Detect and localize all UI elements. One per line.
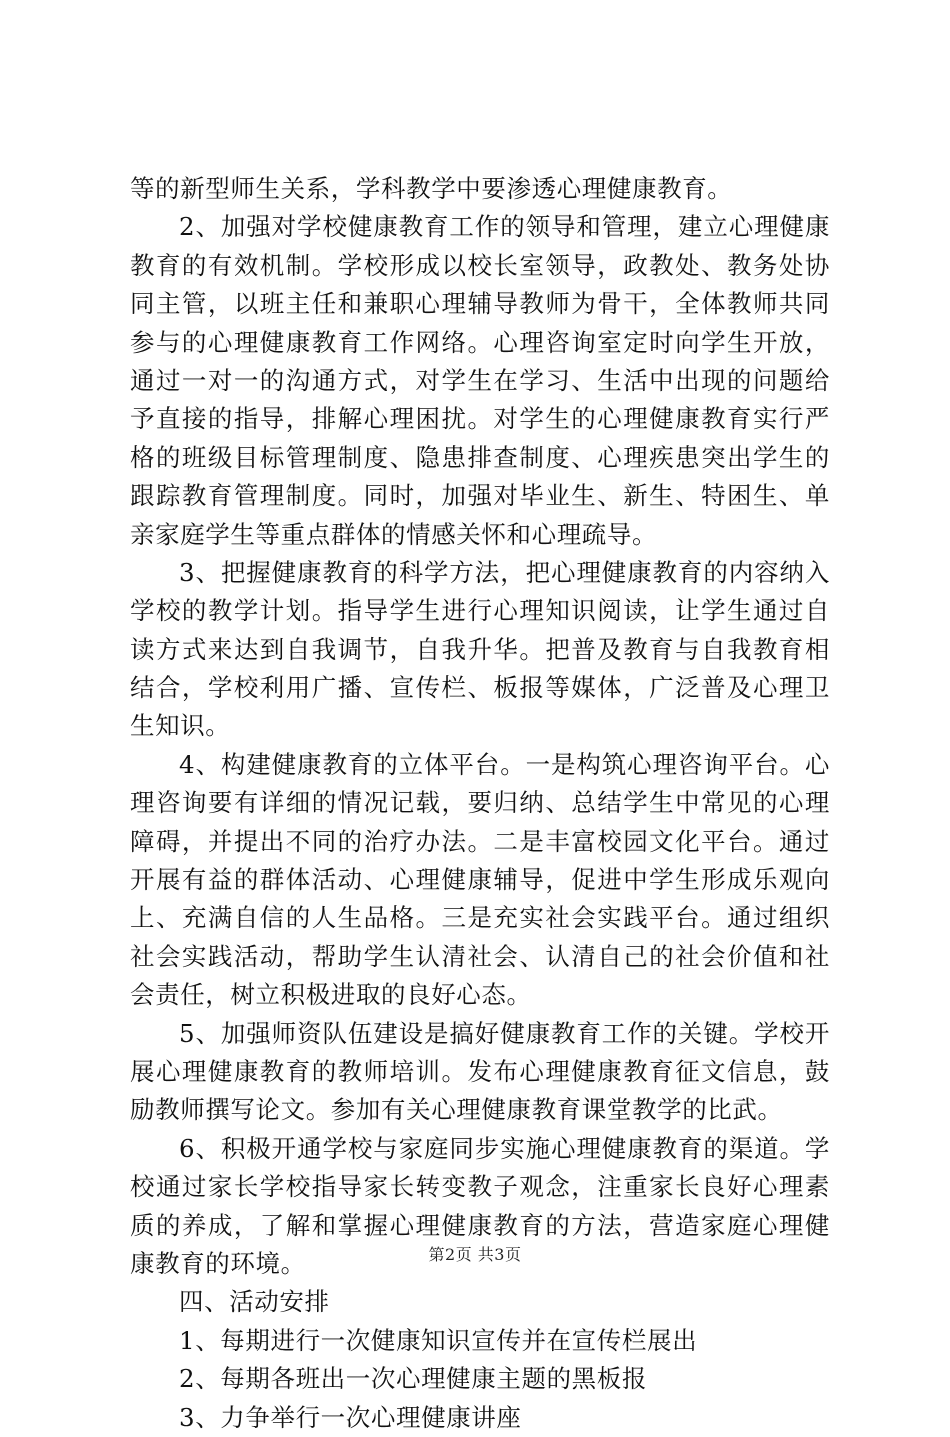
text-line: 5、加强师资队伍建设是搞好健康教育工作的关键。学校开 <box>179 1018 830 1048</box>
text-line: 通过一对一的沟通方式，对学生在学习、生活中出现的问题给 <box>130 365 830 395</box>
text-line: 教育的有效机制。学校形成以校长室领导，政教处、教务处协 <box>130 250 830 280</box>
text-line: 格的班级目标管理制度、隐患排查制度、心理疾患突出学生的 <box>130 442 830 472</box>
text-line: 1、每期进行一次健康知识宣传并在宣传栏展出 <box>179 1325 698 1355</box>
text-line: 亲家庭学生等重点群体的情感关怀和心理疏导。 <box>130 519 658 549</box>
text-line: 2、加强对学校健康教育工作的领导和管理，建立心理健康 <box>179 212 830 242</box>
text-line: 2、每期各班出一次心理健康主题的黑板报 <box>179 1364 647 1394</box>
text-line: 生知识。 <box>130 711 231 741</box>
text-line: 理咨询要有详细的情况记载，要归纳、总结学生中常见的心理 <box>130 788 830 818</box>
text-line: 予直接的指导，排解心理困扰。对学生的心理健康教育实行严 <box>130 404 830 434</box>
text-line: 质的养成，了解和掌握心理健康教育的方法，营造家庭心理健 <box>130 1210 830 1240</box>
text-line: 学校的教学计划。指导学生进行心理知识阅读，让学生通过自 <box>130 596 830 626</box>
text-line: 障碍，并提出不同的治疗办法。二是丰富校园文化平台。通过 <box>130 826 830 856</box>
text-line: 结合，学校利用广播、宣传栏、板报等媒体，广泛普及心理卫 <box>130 673 830 703</box>
text-line: 开展有益的群体活动、心理健康辅导，促进中学生形成乐观向 <box>130 865 830 895</box>
text-line: 读方式来达到自我调节，自我升华。把普及教育与自我教育相 <box>130 634 830 664</box>
text-line: 展心理健康教育的教师培训。发布心理健康教育征文信息，鼓 <box>130 1056 830 1086</box>
text-line: 同主管，以班主任和兼职心理辅导教师为骨干，全体教师共同 <box>130 289 830 319</box>
text-line: 3、力争举行一次心理健康讲座 <box>179 1402 522 1432</box>
text-line: 康教育的环境。 <box>130 1248 306 1278</box>
text-line: 校通过家长学校指导家长转变教子观念，注重家长良好心理素 <box>130 1172 830 1202</box>
text-line: 6、积极开通学校与家庭同步实施心理健康教育的渠道。学 <box>179 1133 830 1163</box>
page-footer: 第2页 共3页 <box>428 1245 522 1264</box>
text-line: 跟踪教育管理制度。同时，加强对毕业生、新生、特困生、单 <box>130 481 830 511</box>
text-line: 3、把握健康教育的科学方法，把心理健康教育的内容纳入 <box>179 557 830 587</box>
text-line: 等的新型师生关系，学科教学中要渗透心理健康教育。 <box>130 174 733 203</box>
text-line: 参与的心理健康教育工作网络。心理咨询室定时向学生开放， <box>130 327 830 357</box>
text-line: 社会实践活动，帮助学生认清社会、认清自己的社会价值和社 <box>130 941 830 971</box>
text-line: 会责任，树立积极进取的良好心态。 <box>130 980 532 1010</box>
text-line: 励教师撰写论文。参加有关心理健康教育课堂教学的比武。 <box>130 1095 783 1125</box>
text-line: 4、构建健康教育的立体平台。一是构筑心理咨询平台。心 <box>179 749 830 779</box>
text-line: 四、活动安排 <box>179 1287 330 1317</box>
text-line: 上、充满自信的人生品格。三是充实社会实践平台。通过组织 <box>130 903 830 933</box>
